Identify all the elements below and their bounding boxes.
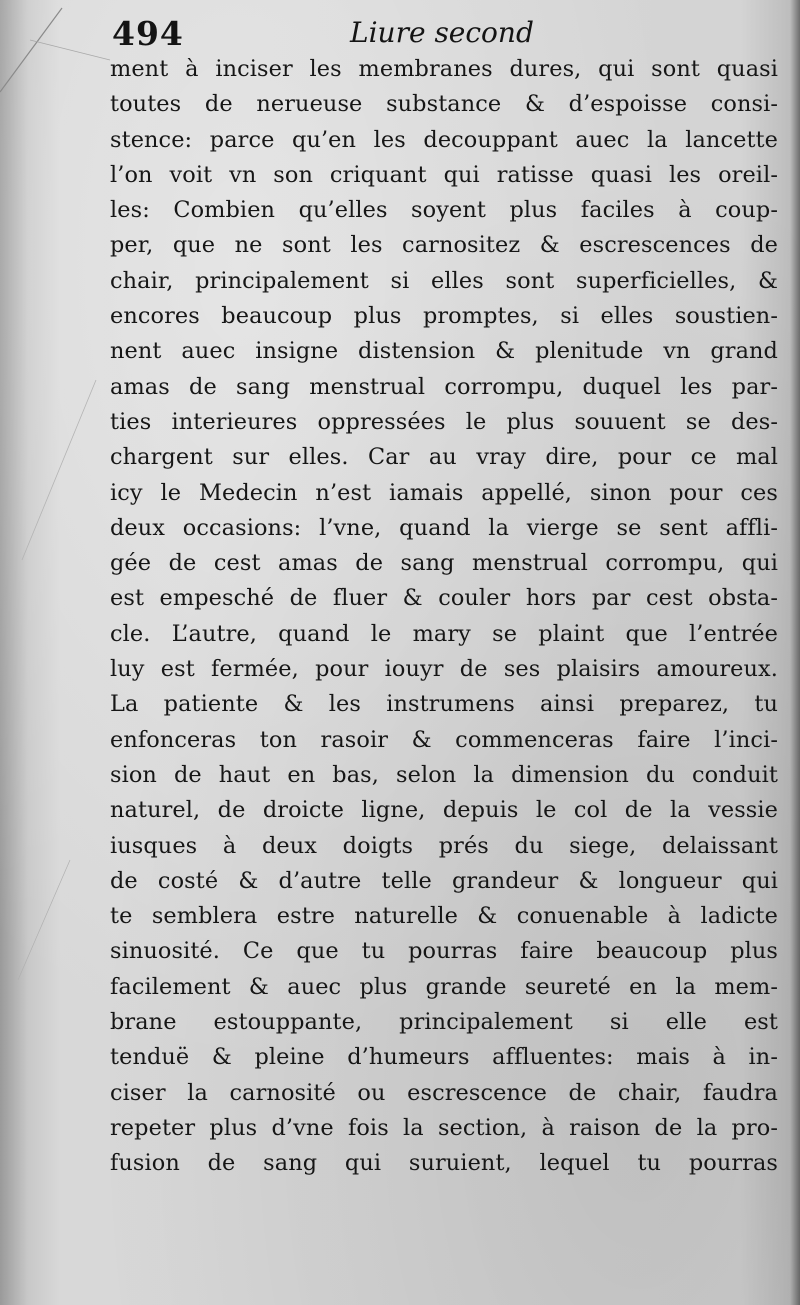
text-line: cle. L’autre, quand le mary se plaint que l’entrée [110, 620, 778, 647]
text-line: icy le Medecin n’est iamais appellé, sinon pour ces [110, 479, 778, 506]
text-line: facilement & auec plus grande seureté en la mem- [110, 973, 778, 1000]
text-line: chargent sur elles. Car au vray dire, pour ce mal [110, 444, 778, 471]
text-line: naturel, de droicte ligne, depuis le col de la vessie [110, 797, 778, 824]
text-line: iusques à deux doigts prés du siege, delaissant [110, 832, 778, 859]
text-line: te semblera estre naturelle & conuenable à ladicte [110, 903, 778, 930]
text-line: ment à inciser les membranes dures, qui sont quasi [110, 56, 778, 82]
text-line: ciser la carnosité ou escrescence de chair, faudra [110, 1079, 778, 1106]
text-line: sion de haut en bas, selon la dimension du conduit [110, 761, 778, 788]
text-line: deux occasions: l’vne, quand la vierge se sent affli- [110, 514, 778, 541]
text-line: toutes de nerueuse substance & d’espoisse consi- [110, 91, 778, 118]
text-line: sinuosité. Ce que tu pourras faire beaucoup plus [110, 938, 778, 965]
text-line: repeter plus d’vne fois la section, à raison de la pro- [110, 1114, 778, 1141]
text-line: luy est fermée, pour iouyr de ses plaisirs amoureux. [110, 656, 778, 683]
text-line: stence: parce qu’en les decouppant auec la lancette [110, 126, 778, 153]
text-line: La patiente & les instrumens ainsi preparez, tu [110, 691, 778, 718]
text-line: brane estouppante, principalement si elle est [110, 1009, 778, 1036]
text-line: ties interieures oppressées le plus souuent se des- [110, 408, 778, 435]
body-text [110, 52, 778, 1182]
text-line: gée de cest amas de sang menstrual corrompu, qui [110, 550, 778, 577]
text-line: per, que ne sont les carnositez & escrescences de [110, 232, 778, 259]
text-line: enfonceras ton rasoir & commenceras faire l’inci- [110, 726, 778, 753]
text-line: l’on voit vn son criquant qui ratisse quasi les oreil- [110, 161, 778, 188]
running-head: Liure second [350, 16, 534, 49]
text-line: fusion de sang qui suruient, lequel tu pourras [110, 1150, 778, 1177]
text-line: nent auec insigne distension & plenitude vn grand [110, 338, 778, 365]
page-number: 494 [112, 14, 184, 53]
text-line: est empesché de fluer & couler hors par cest obsta- [110, 585, 778, 612]
text-line: de costé & d’autre telle grandeur & longueur qui [110, 867, 778, 894]
text-line: encores beaucoup plus promptes, si elles soustien- [110, 303, 778, 330]
text-line: les: Combien qu’elles soyent plus faciles à coup- [110, 197, 778, 224]
text-line: amas de sang menstrual corrompu, duquel les par- [110, 373, 778, 400]
text-line: tenduë & pleine d’humeurs affluentes: mais à in- [110, 1044, 778, 1071]
text-line: chair, principalement si elles sont superficielles, & [110, 267, 778, 294]
